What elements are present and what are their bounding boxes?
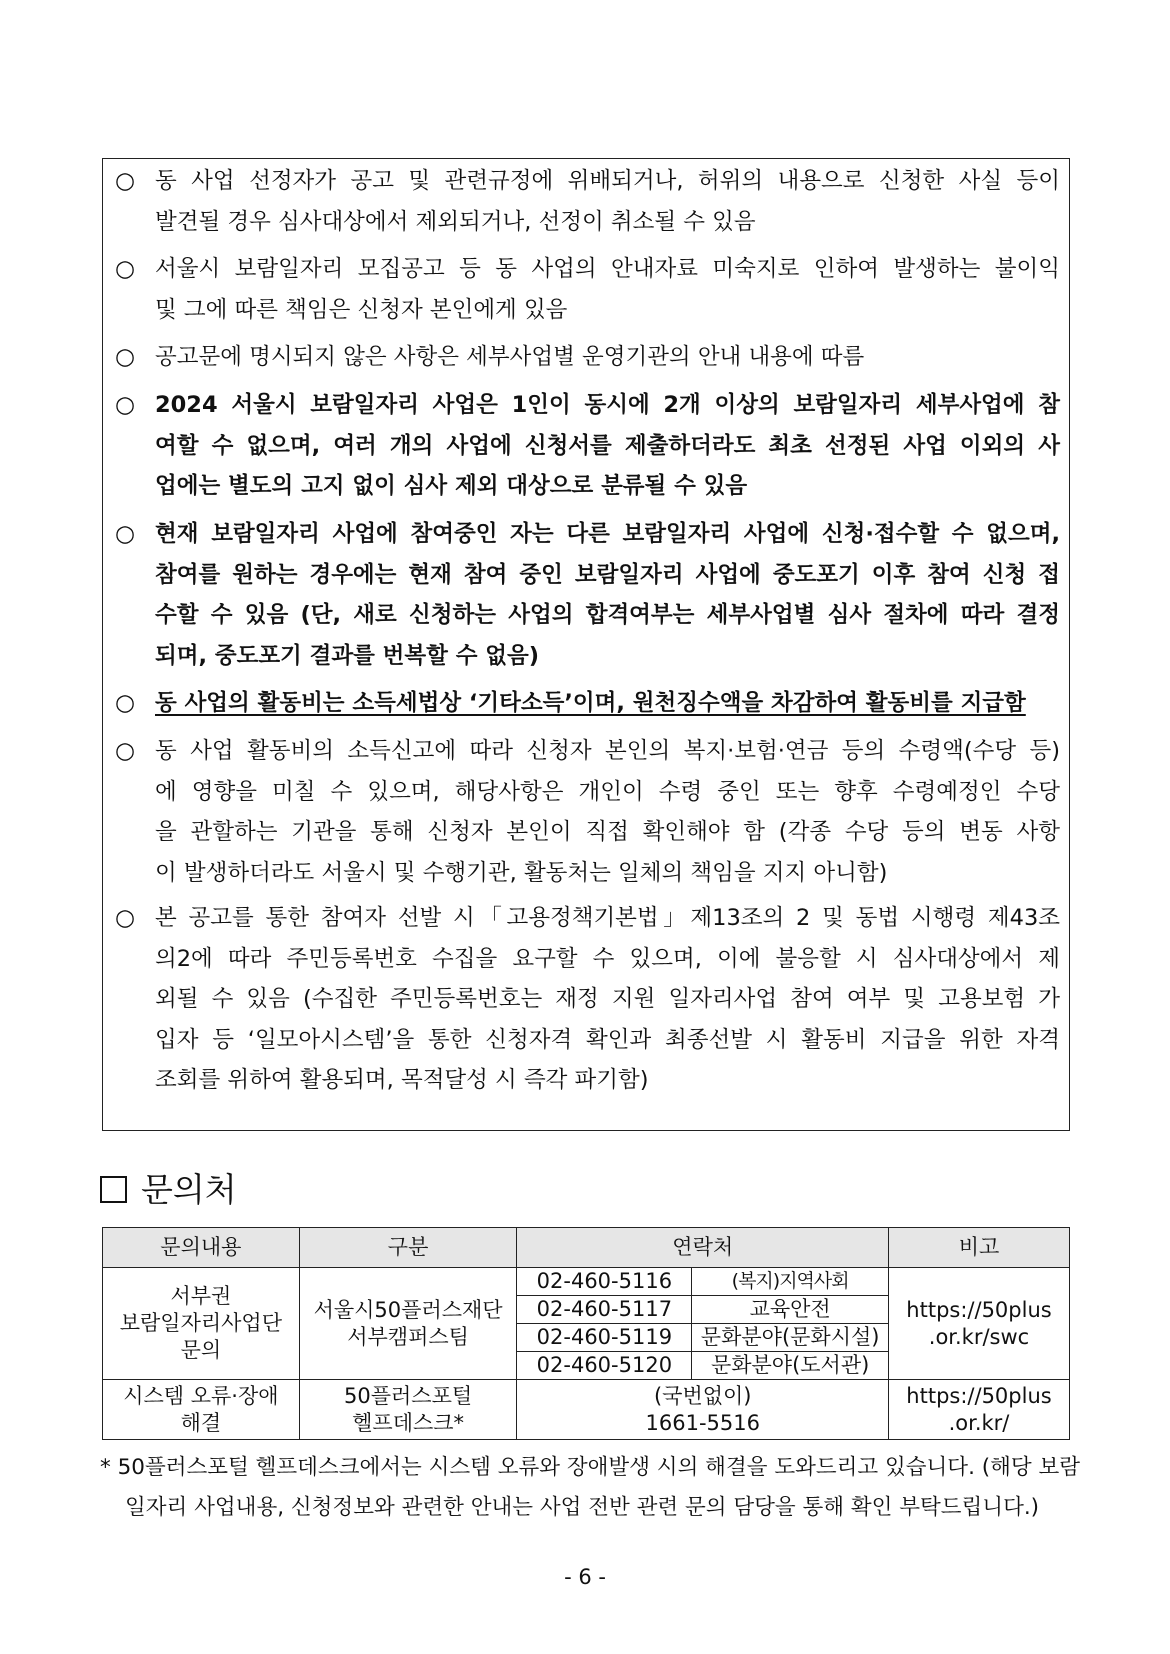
area-cell: 교육안전 [692,1296,889,1324]
cell-line: 1661-5516 [645,1410,760,1435]
notice-line: 입자 등 ‘일모아시스템’을 통한 신청자격 확인과 최종선발 시 활동비 지급을 위한 자격 [155,1026,1060,1053]
notice-line: 서울시 보람일자리 모집공고 등 동 사업의 안내자료 미숙지로 인하여 발생하는 불이익 [155,256,1060,282]
table-row [103,1268,1070,1296]
header-inquiry: 문의내용 [103,1228,300,1268]
notice-line: 현재 보람일자리 사업에 참여중인 자는 다른 보람일자리 사업에 신청·접수할 수 없으며, [155,521,1060,547]
cell-line: .or.kr/ [948,1410,1010,1435]
phone-cell: 02-460-5116 [517,1268,692,1296]
contact-table [102,1227,1070,1440]
notice-item [115,731,1060,893]
notice-line: 여할 수 없으며, 여러 개의 사업에 신청서를 제출하더라도 최초 선정된 사업 이외의 사 [155,432,1060,459]
footnote [100,1448,1090,1528]
note-cell [889,1380,1070,1440]
area-cell: 문화분야(도서관) [692,1352,889,1380]
notice-line: 을 관할하는 기관을 통해 신청자 본인이 직접 확인해야 함 (각종 수당 등의 변동 사항 [155,819,1060,845]
circle-bullet-icon: ○ [115,521,136,547]
notice-line: 업에는 별도의 고지 없이 심사 제외 대상으로 분류될 수 있음 [155,473,748,499]
notice-line: 본 공고를 통한 참여자 선발 시「고용정책기본법」제13조의 2 및 동법 시행령 제43조 [155,905,1060,931]
notice-line: 의2에 따라 주민등록번호 수집을 요구할 수 있으며, 이에 불응할 시 심사대상에서 제 [155,945,1060,972]
circle-bullet-icon: ○ [115,690,136,716]
circle-bullet-icon: ○ [115,256,136,282]
area-cell: (복지)지역사회 [692,1268,889,1296]
cell-line: 서부캠퍼스팀 [347,1324,469,1349]
notice-line: 2024 서울시 보람일자리 사업은 1인이 동시에 2개 이상의 보람일자리 세부사업에 참 [155,392,1060,418]
section-title-text: 문의처 [141,1170,237,1209]
table-row [103,1380,1070,1440]
notice-line: 공고문에 명시되지 않은 사항은 세부사업별 운영기관의 안내 내용에 따름 [155,344,865,370]
circle-bullet-icon: ○ [115,168,136,194]
cell-line: .or.kr/swc [928,1324,1030,1349]
cell-line: 서부권 [170,1284,232,1308]
notice-line: 되며, 중도포기 결과를 번복할 수 없음) [155,642,540,669]
note-cell [889,1268,1070,1380]
notice-line: 에 영향을 미칠 수 있으며, 해당사항은 개인이 수령 중인 또는 향후 수령예정인 수당 [155,778,1060,805]
circle-bullet-icon: ○ [115,738,136,764]
footnote-line: 일자리 사업내용, 신청정보와 관련한 안내는 사업 전반 관련 문의 담당을 통해 확인 부탁드립니다.) [125,1495,1040,1520]
contact-cell [517,1380,889,1440]
header-note: 비고 [889,1228,1070,1268]
notice-item [115,683,1060,724]
cell-line: 헬프데스크* [352,1410,465,1435]
division-cell [299,1380,517,1440]
cell-line: 해결 [180,1410,222,1435]
notice-line-text: 동 사업의 활동비는 소득세법상 ‘기타소득’이며, 원천징수액을 차감하여 활동비를 지급함 [155,690,1026,716]
area-cell: 문화분야(문화시설) [692,1324,889,1352]
notice-line: 참여를 원하는 경우에는 현재 참여 중인 보람일자리 사업에 중도포기 이후 참여 신청 접 [155,561,1060,588]
notice-line: 외될 수 있음 (수집한 주민등록번호는 재정 지원 일자리사업 참여 여부 및 고용보험 가 [155,986,1060,1012]
division-cell [299,1268,517,1380]
circle-bullet-icon: ○ [115,392,136,418]
phone-cell: 02-460-5117 [517,1296,692,1324]
cell-line: https://50plus [906,1383,1052,1408]
phone-cell: 02-460-5120 [517,1352,692,1380]
notice-line: 조회를 위하여 활용되며, 목적달성 시 즉각 파기함) [155,1067,649,1093]
notice-item [115,249,1060,330]
cell-line: 50플러스포털 [344,1383,473,1408]
notice-item [115,514,1060,676]
notice-item [115,385,1060,507]
cell-line: 문의 [180,1338,222,1362]
notice-item [115,337,1060,378]
notice-box [102,158,1070,1131]
page-number: - 6 - [564,1565,606,1589]
inquiry-cell [103,1380,300,1440]
notice-line: 이 발생하더라도 서울시 및 수행기관, 활동처는 일체의 책임을 지지 아니함) [155,859,888,886]
notice-line: 발견될 경우 심사대상에서 제외되거나, 선정이 취소될 수 있음 [155,208,756,235]
phone-cell: 02-460-5119 [517,1324,692,1352]
checkbox-square-icon [100,1176,127,1203]
header-division: 구분 [299,1228,517,1268]
notice-line: 동 사업 활동비의 소득신고에 따라 신청자 본인의 복지·보험·연금 등의 수령액(수당 등) [155,738,1060,764]
cell-line: https://50plus [906,1297,1052,1322]
inquiry-cell [103,1268,300,1380]
section-title [100,1168,237,1212]
notice-line: 및 그에 따른 책임은 신청자 본인에게 있음 [155,296,568,323]
cell-line: 보람일자리사업단 [119,1311,283,1335]
notice-item [115,161,1060,242]
cell-line: 서울시50플러스재단 [313,1297,503,1322]
footnote-line: * 50플러스포털 헬프데스크에서는 시스템 오류와 장애발생 시의 해결을 도와드리고 있습니다. (해당 보람 [100,1455,1081,1480]
notice-line: 동 사업 선정자가 공고 및 관련규정에 위배되거나, 허위의 내용으로 신청한 사실 등이 [155,168,1060,194]
notice-line [115,683,1060,724]
circle-bullet-icon: ○ [115,905,136,931]
cell-line: 시스템 오류·장애 [123,1383,279,1408]
circle-bullet-icon: ○ [115,344,136,370]
table-header-row [103,1228,1070,1268]
cell-line: (국번없이) [653,1383,752,1408]
notice-item [115,898,1060,1101]
header-contact: 연락처 [517,1228,889,1268]
notice-line: 수할 수 있음 (단, 새로 신청하는 사업의 합격여부는 세부사업별 심사 절차에 따라 결정 [155,602,1060,628]
